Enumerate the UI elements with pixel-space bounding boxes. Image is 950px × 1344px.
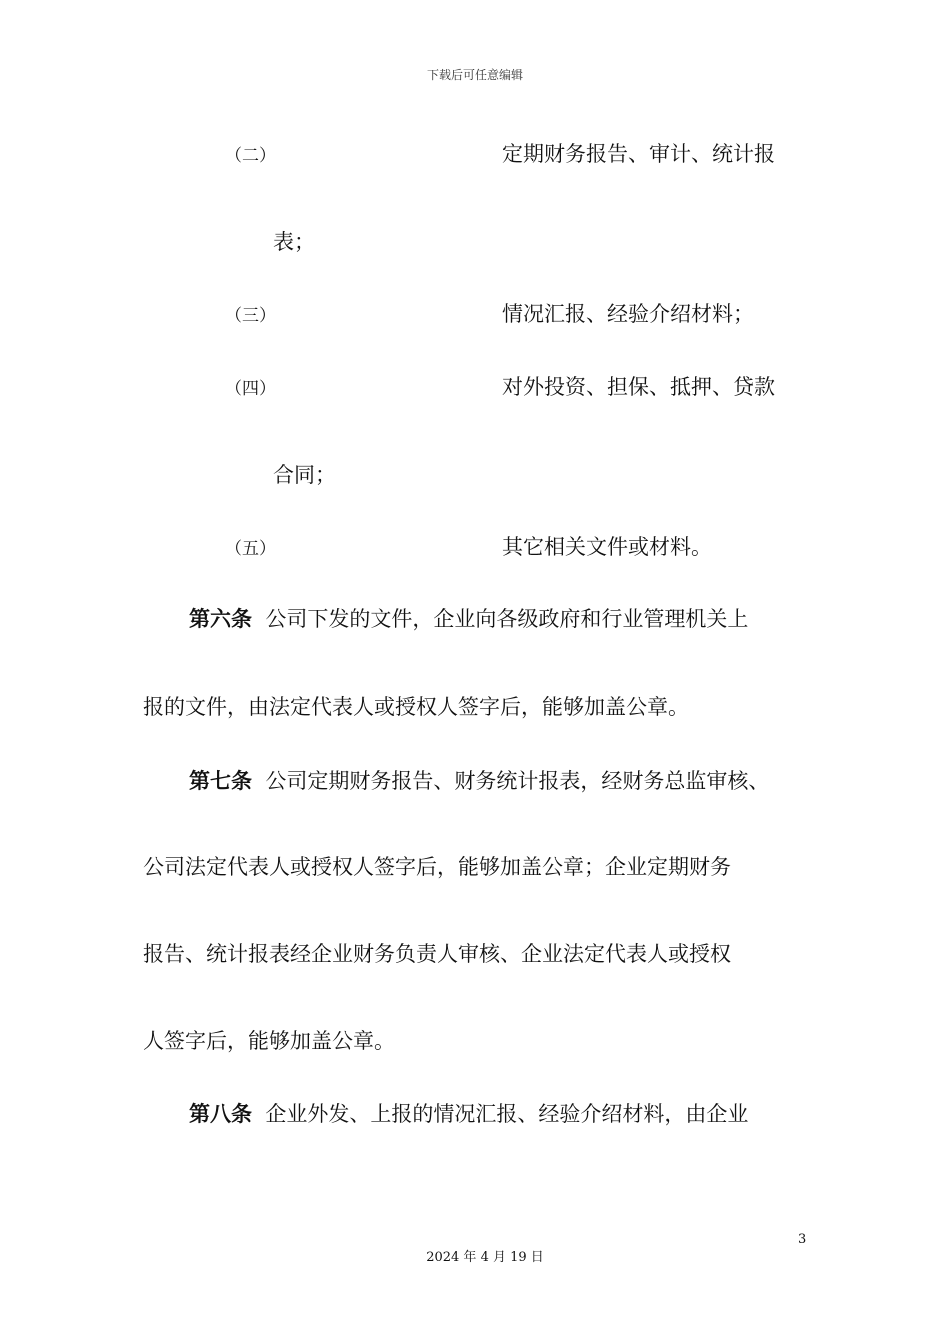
article-7-line-2: 公司法定代表人或授权人签字后，能够加盖公章；企业定期财务 xyxy=(143,855,731,879)
article-7-text: 公司定期财务报告、财务统计报表，经财务总监审核、 xyxy=(265,769,770,793)
article-8-label: 第八条 xyxy=(189,1102,252,1126)
article-6-line-2: 报的文件，由法定代表人或授权人签字后，能够加盖公章。 xyxy=(143,695,689,719)
item-text-2: 定期财务报告、审计、统计报 xyxy=(502,142,775,166)
footer-date: 2024 年 4 月 19 日 xyxy=(426,1250,544,1265)
item-text-2-continued: 表； xyxy=(273,230,315,254)
item-text-5: 其它相关文件或材料。 xyxy=(502,535,712,559)
article-7-line-3: 报告、统计报表经企业财务负责人审核、企业法定代表人或授权 xyxy=(143,942,731,966)
article-7-first-line xyxy=(189,765,769,795)
item-number-2: （二） xyxy=(225,146,276,166)
article-8-first-line xyxy=(189,1098,748,1128)
article-6-first-line xyxy=(189,603,748,633)
item-text-4: 对外投资、担保、抵押、贷款 xyxy=(502,375,775,399)
item-number-4: （四） xyxy=(225,379,276,399)
item-text-3: 情况汇报、经验介绍材料； xyxy=(502,302,754,326)
article-6-label: 第六条 xyxy=(189,607,252,631)
article-6-text: 公司下发的文件，企业向各级政府和行业管理机关上 xyxy=(265,607,749,631)
item-number-5: （五） xyxy=(225,539,276,559)
header-note: 下载后可任意编辑 xyxy=(426,68,523,82)
page-number: 3 xyxy=(798,1232,807,1247)
article-8-text: 企业外发、上报的情况汇报、经验介绍材料，由企业 xyxy=(265,1102,749,1126)
article-7-label: 第七条 xyxy=(189,769,252,793)
article-7-line-4: 人签字后，能够加盖公章。 xyxy=(143,1029,395,1053)
item-text-4-continued: 合同； xyxy=(273,463,336,487)
item-number-3: （三） xyxy=(225,306,276,326)
